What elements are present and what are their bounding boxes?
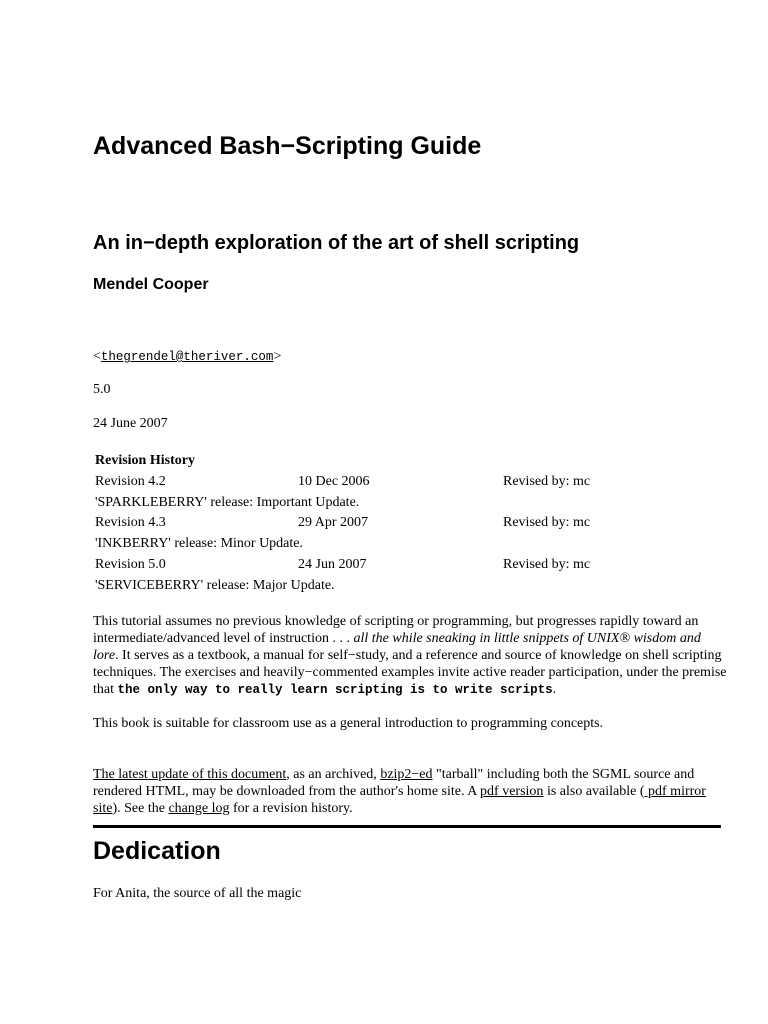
change-log-link[interactable]: change log	[168, 801, 230, 816]
paragraph-text: "tarball" including both the SGML source and rendered HTML, may be downloaded from the author's home site. A	[93, 767, 695, 799]
document-subtitle: An in−depth exploration of the art of shell scripting	[93, 232, 580, 254]
pdf-mirror-link[interactable]: pdf mirror site	[93, 784, 706, 816]
revision-author: Revised by: mc	[503, 557, 591, 572]
revision-history-heading: Revision History	[95, 453, 195, 468]
revision-label: Revision 4.3	[95, 515, 166, 530]
paragraph-text: , as an archived,	[286, 767, 381, 782]
version-number: 5.0	[93, 382, 111, 397]
revision-date: 29 Apr 2007	[298, 515, 368, 530]
classroom-paragraph: This book is suitable for classroom use as a general introduction to programming concepts.	[93, 716, 604, 731]
dedication-text: For Anita, the source of all the magic	[93, 886, 302, 901]
abstract-text: . It serves as a textbook, a manual for self−study, and a reference and source of knowledge on shell scripting techniques. The exercises and heavily−commented examples invite active reader participation, under the premise that	[93, 648, 727, 697]
pdf-version-link[interactable]: pdf version	[480, 784, 544, 799]
email-link[interactable]: thegrendel@theriver.com	[100, 350, 274, 364]
abstract-text: .	[552, 682, 557, 697]
revision-date: 10 Dec 2006	[298, 474, 370, 489]
section-divider	[93, 825, 721, 828]
document-title: Advanced Bash−Scripting Guide	[93, 132, 482, 160]
author-name: Mendel Cooper	[93, 276, 209, 293]
dedication-heading: Dedication	[93, 837, 221, 865]
revision-note: 'SPARKLEBERRY' release: Important Update.	[95, 495, 360, 510]
latest-update-paragraph	[93, 766, 728, 817]
paragraph-text: for a revision history.	[229, 801, 353, 816]
abstract-code: the only way to really learn scripting is to write scripts	[117, 683, 553, 697]
revision-label: Revision 5.0	[95, 557, 166, 572]
paragraph-text: ). See the	[112, 801, 169, 816]
revision-note: 'INKBERRY' release: Minor Update.	[95, 536, 304, 551]
publication-date: 24 June 2007	[93, 416, 168, 431]
revision-author: Revised by: mc	[503, 474, 591, 489]
bzip2-link[interactable]: bzip2−ed	[380, 767, 433, 782]
email-close-bracket: >	[273, 349, 282, 364]
abstract-text: This tutorial assumes no previous knowledge of scripting or programming, but progresses rapidly toward an intermediate/advanced level of instruction . . .	[93, 614, 699, 646]
revision-note: 'SERVICEBERRY' release: Major Update.	[95, 578, 335, 593]
revision-label: Revision 4.2	[95, 474, 166, 489]
paragraph-text: is also available (	[543, 784, 645, 799]
email-open-bracket: <	[93, 349, 101, 364]
revision-date: 24 Jun 2007	[298, 557, 367, 572]
author-email	[93, 348, 281, 366]
abstract-italic: all the while sneaking in little snippets of UNIX® wisdom and lore	[93, 631, 701, 663]
revision-author: Revised by: mc	[503, 515, 591, 530]
latest-update-link[interactable]: The latest update of this document	[93, 767, 287, 782]
abstract-paragraph	[93, 613, 728, 699]
